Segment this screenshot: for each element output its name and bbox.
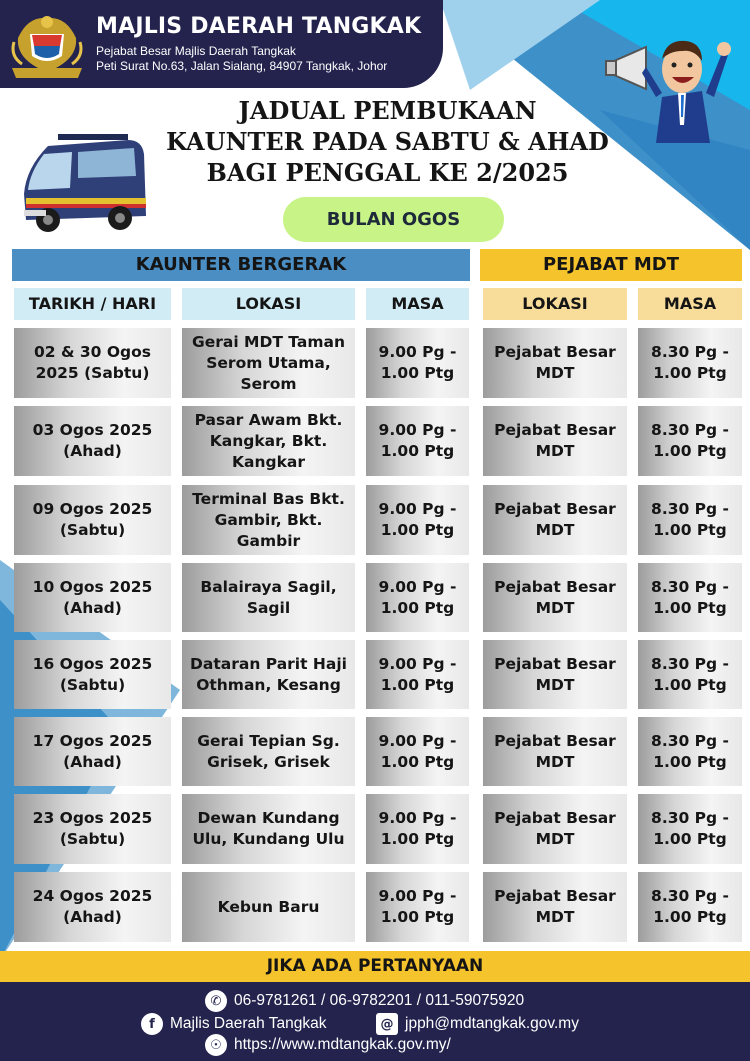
row-office-location: Pejabat Besar MDT bbox=[483, 717, 627, 786]
globe-icon: ☉ bbox=[205, 1034, 227, 1056]
row-date: 17 Ogos 2025 (Ahad) bbox=[14, 717, 171, 786]
phone-line bbox=[205, 990, 524, 1012]
row-office-time: 8.30 Pg - 1.00 Ptg bbox=[638, 717, 742, 786]
row-location: Gerai MDT Taman Serom Utama, Serom bbox=[182, 328, 355, 398]
row-date: 16 Ogos 2025 (Sabtu) bbox=[14, 640, 171, 709]
row-office-location: Pejabat Besar MDT bbox=[483, 328, 627, 398]
row-office-time: 8.30 Pg - 1.00 Ptg bbox=[638, 640, 742, 709]
enquiry-banner: JIKA ADA PERTANYAAN bbox=[0, 951, 750, 982]
row-office-time: 8.30 Pg - 1.00 Ptg bbox=[638, 406, 742, 476]
address-line-2: Peti Surat No.63, Jalan Sialang, 84907 Tangkak, Johor bbox=[96, 59, 388, 73]
row-office-location: Pejabat Besar MDT bbox=[483, 563, 627, 632]
row-time: 9.00 Pg - 1.00 Ptg bbox=[366, 563, 469, 632]
row-office-location: Pejabat Besar MDT bbox=[483, 485, 627, 555]
row-date: 10 Ogos 2025 (Ahad) bbox=[14, 563, 171, 632]
row-location: Pasar Awam Bkt. Kangkar, Bkt. Kangkar bbox=[182, 406, 355, 476]
mobile-counter-van-image bbox=[18, 132, 150, 238]
website-url[interactable]: https://www.mdtangkak.gov.my/ bbox=[234, 1036, 451, 1053]
row-location: Gerai Tepian Sg. Grisek, Grisek bbox=[182, 717, 355, 786]
row-office-time: 8.30 Pg - 1.00 Ptg bbox=[638, 485, 742, 555]
office-section-header: PEJABAT MDT bbox=[480, 249, 742, 281]
row-date: 02 & 30 Ogos 2025 (Sabtu) bbox=[14, 328, 171, 398]
row-time: 9.00 Pg - 1.00 Ptg bbox=[366, 717, 469, 786]
council-crest-logo bbox=[8, 8, 86, 82]
row-location: Dewan Kundang Ulu, Kundang Ulu bbox=[182, 794, 355, 864]
row-office-location: Pejabat Besar MDT bbox=[483, 640, 627, 709]
row-date: 23 Ogos 2025 (Sabtu) bbox=[14, 794, 171, 864]
phone-numbers: 06-9781261 / 06-9782201 / 011-59075920 bbox=[234, 992, 525, 1009]
row-location: Terminal Bas Bkt. Gambir, Bkt. Gambir bbox=[182, 485, 355, 555]
email-icon: @ bbox=[376, 1013, 398, 1035]
row-location: Dataran Parit Haji Othman, Kesang bbox=[182, 640, 355, 709]
month-badge: BULAN OGOS bbox=[283, 197, 504, 242]
row-office-time: 8.30 Pg - 1.00 Ptg bbox=[638, 563, 742, 632]
row-time: 9.00 Pg - 1.00 Ptg bbox=[366, 406, 469, 476]
row-office-location: Pejabat Besar MDT bbox=[483, 406, 627, 476]
row-time: 9.00 Pg - 1.00 Ptg bbox=[366, 485, 469, 555]
row-time: 9.00 Pg - 1.00 Ptg bbox=[366, 794, 469, 864]
column-header-office-time: MASA bbox=[638, 288, 742, 320]
row-office-time: 8.30 Pg - 1.00 Ptg bbox=[638, 328, 742, 398]
row-office-location: Pejabat Besar MDT bbox=[483, 872, 627, 942]
email-line[interactable] bbox=[376, 1013, 579, 1035]
row-location: Balairaya Sagil, Sagil bbox=[182, 563, 355, 632]
email-address[interactable]: jpph@mdtangkak.gov.my bbox=[405, 1015, 579, 1032]
row-office-time: 8.30 Pg - 1.00 Ptg bbox=[638, 872, 742, 942]
facebook-icon: f bbox=[141, 1013, 163, 1035]
row-office-time: 8.30 Pg - 1.00 Ptg bbox=[638, 794, 742, 864]
row-office-location: Pejabat Besar MDT bbox=[483, 794, 627, 864]
phone-icon: ✆ bbox=[205, 990, 227, 1012]
column-header-time: MASA bbox=[366, 288, 469, 320]
row-date: 24 Ogos 2025 (Ahad) bbox=[14, 872, 171, 942]
facebook-line[interactable] bbox=[141, 1013, 327, 1035]
column-header-date: TARIKH / HARI bbox=[14, 288, 171, 320]
contact-footer bbox=[0, 982, 750, 1061]
facebook-page[interactable]: Majlis Daerah Tangkak bbox=[170, 1015, 327, 1032]
row-location: Kebun Baru bbox=[182, 872, 355, 942]
mobile-counter-section-header: KAUNTER BERGERAK bbox=[12, 249, 470, 281]
row-date: 03 Ogos 2025 (Ahad) bbox=[14, 406, 171, 476]
column-header-location: LOKASI bbox=[182, 288, 355, 320]
header-bar bbox=[0, 0, 443, 88]
row-time: 9.00 Pg - 1.00 Ptg bbox=[366, 328, 469, 398]
title-line-3: BAGI PENGGAL KE 2/2025 bbox=[206, 158, 569, 187]
address-line-1: Pejabat Besar Majlis Daerah Tangkak bbox=[96, 44, 296, 58]
organization-name: MAJLIS DAERAH TANGKAK bbox=[96, 14, 422, 39]
title-line-1: JADUAL PEMBUKAAN bbox=[238, 96, 537, 125]
row-date: 09 Ogos 2025 (Sabtu) bbox=[14, 485, 171, 555]
row-time: 9.00 Pg - 1.00 Ptg bbox=[366, 640, 469, 709]
row-time: 9.00 Pg - 1.00 Ptg bbox=[366, 872, 469, 942]
column-header-office-location: LOKASI bbox=[483, 288, 627, 320]
website-line[interactable] bbox=[205, 1034, 451, 1056]
title-line-2: KAUNTER PADA SABTU & AHAD bbox=[166, 127, 609, 156]
